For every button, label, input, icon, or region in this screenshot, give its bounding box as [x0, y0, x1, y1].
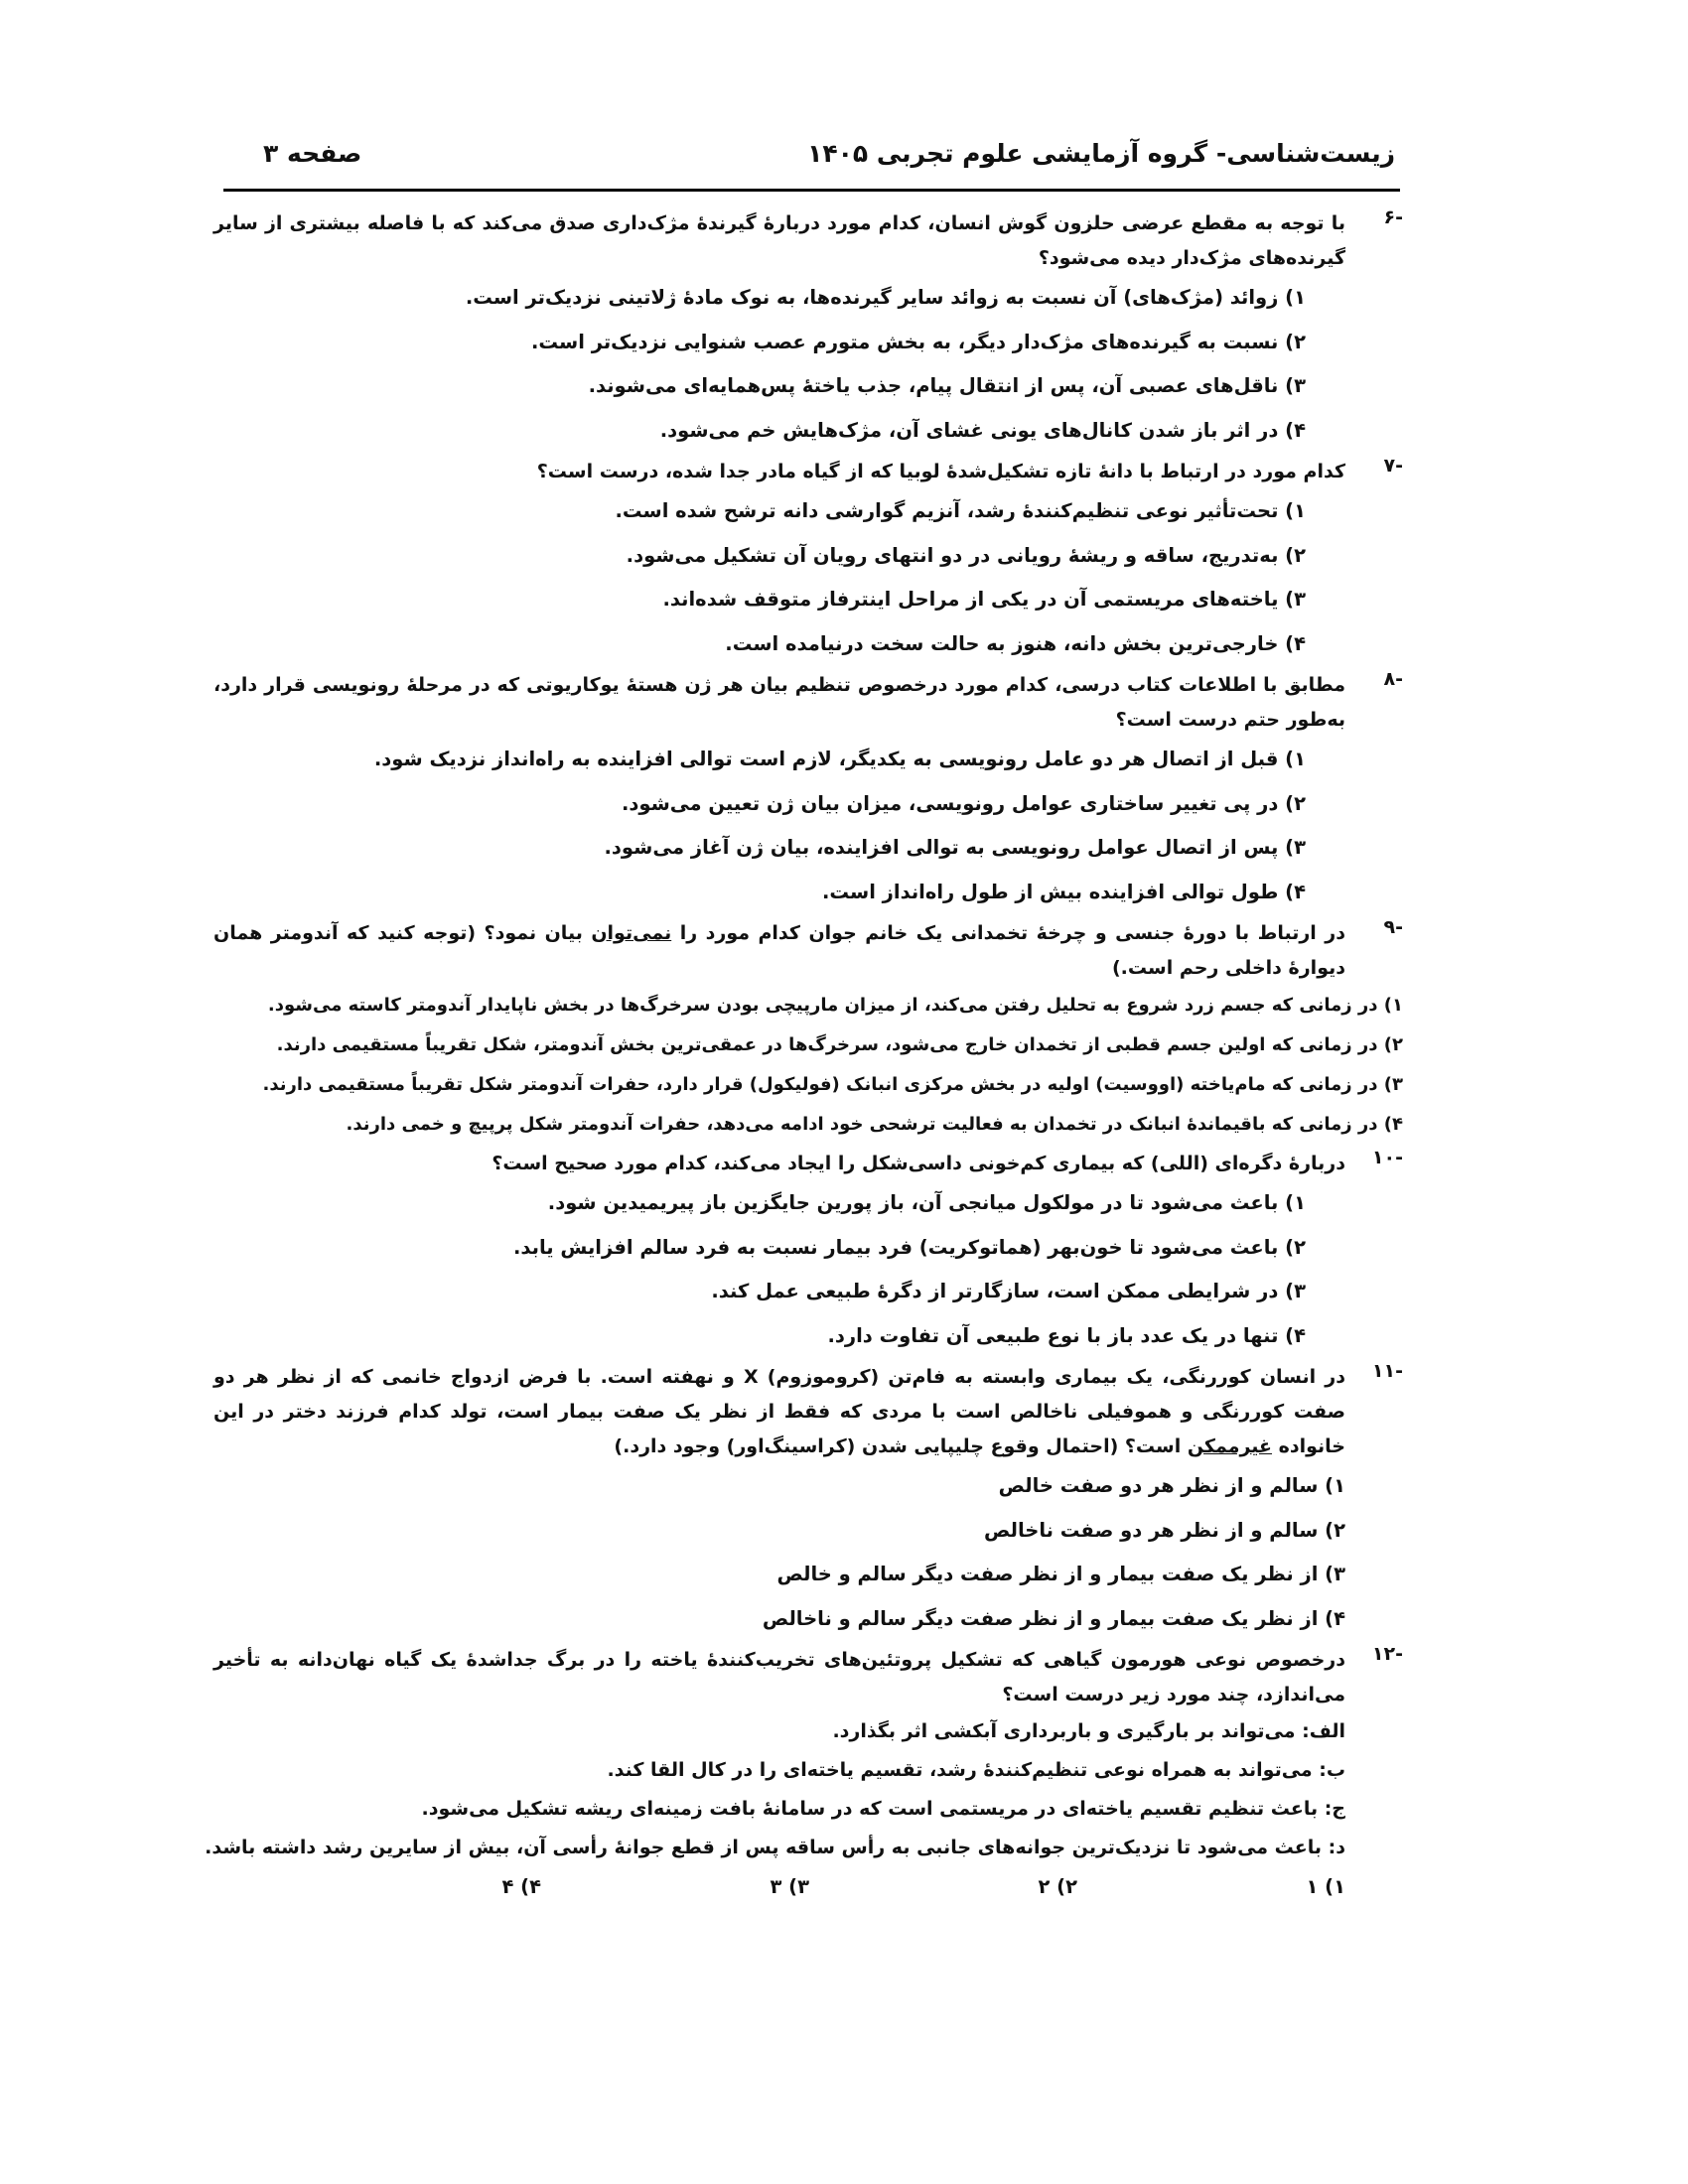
question-8 — [213, 668, 1403, 914]
page-header — [223, 139, 1395, 179]
option-1: ۱) باعث می‌شود تا در مولکول میانجی آن، باز پورین جایگزین باز پیریمیدین شود. — [547, 1191, 1306, 1214]
option-3: ۳) پس از اتصال عوامل رونویسی به توالی افزاینده، بیان ژن آغاز می‌شود. — [604, 836, 1306, 859]
options — [213, 1464, 1345, 1641]
question-number: -۱۲ — [1371, 1643, 1403, 1665]
options — [213, 738, 1345, 914]
option-2: ۲) سالم و از نظر هر دو صفت ناخالص — [984, 1518, 1345, 1542]
question-12 — [205, 1643, 1403, 1907]
question-number: -۸ — [1383, 668, 1403, 690]
question-number: -۱۰ — [1371, 1147, 1403, 1168]
answer-choices — [213, 1867, 1345, 1907]
header-divider — [223, 189, 1400, 192]
question-number: -۹ — [1383, 916, 1403, 938]
question-text: با توجه به مقطع عرضی حلزون گوش انسان، کدام مورد دربارهٔ گیرندهٔ مژک‌داری صدق می‌کند که با فاصله بیشتری از سایر گیرنده‌های مژک‌دار دیده می‌شود؟ — [213, 212, 1345, 269]
statement-be: ب: می‌تواند به همراه نوعی تنظیم‌کنندهٔ رشد، تقسیم یاخته‌ای را در کال القا کند. — [607, 1759, 1345, 1781]
option-4: ۴) تنها در یک عدد باز با نوع طبیعی آن تفاوت دارد. — [827, 1323, 1306, 1347]
choice-3: ۳) ۳ — [770, 1875, 809, 1898]
question-text: دربارهٔ دگره‌ای (اللی) که بیماری کم‌خونی داسی‌شکل را ایجاد می‌کند، کدام مورد صحیح است؟ — [492, 1153, 1345, 1174]
question-text: مطابق با اطلاعات کتاب درسی، کدام مورد درخصوص تنظیم بیان هر ژن هستهٔ یوکاریوتی که در مرحلهٔ رونویسی قرار دارد، به‌طور حتم درست است؟ — [213, 674, 1345, 731]
option-2: ۲) نسبت به گیرنده‌های مژک‌دار دیگر، به بخش متورم عصب شنوایی نزدیک‌تر است. — [531, 330, 1306, 353]
option-4: ۴) طول توالی افزاینده بیش از طول راه‌انداز است. — [821, 880, 1306, 903]
question-text-part: در انسان کوررنگی، یک بیماری وابسته به فام‌تن (کروموزوم) X و نهفته است. با فرض ازدواج خانمی که از نظر هر دو صفت کوررنگی و هموفیلی ناخالص است با مردی که فقط از نظر یک صفت بیمار است، تولد کدام فرزند دختر در این خانواده — [213, 1366, 1345, 1457]
option-4: ۴) در زمانی که باقیماندهٔ انبانک در تخمدان به فعالیت ترشحی خود ادامه می‌دهد، حفرات آندومتر شکل پرپیچ و خمی دارند. — [346, 1114, 1403, 1135]
choice-1: ۱) ۱ — [1306, 1875, 1345, 1898]
option-1: ۱) قبل از اتصال هر دو عامل رونویسی به یکدیگر، لازم است توالی افزاینده به راه‌انداز نزدیک شود. — [373, 748, 1306, 770]
choice-2: ۲) ۲ — [1038, 1875, 1077, 1898]
option-2: ۲) در پی تغییر ساختاری عوامل رونویسی، میزان بیان ژن تعیین می‌شود. — [621, 791, 1306, 815]
question-9 — [213, 916, 1403, 1145]
header-page-number: صفحه ۳ — [263, 139, 362, 168]
underlined-word: غیرممکن — [1187, 1435, 1273, 1457]
option-4: ۴) از نظر یک صفت بیمار و از نظر صفت دیگر سالم و ناخالص — [762, 1606, 1345, 1630]
option-4: ۴) خارجی‌ترین بخش دانه، هنوز به حالت سخت درنیامده است. — [725, 631, 1306, 655]
question-10 — [213, 1147, 1403, 1358]
option-3: ۳) در زمانی که مام‌یاخته (اووسیت) اولیه در بخش مرکزی انبانک (فولیکول) قرار دارد، حفرات آندومتر شکل تقریباً مستقیمی دارند. — [262, 1074, 1403, 1095]
question-text-part: است؟ (احتمال وقوع چلیپایی شدن (کراسینگ‌اور) وجود دارد.) — [614, 1435, 1188, 1457]
question-11 — [213, 1360, 1403, 1641]
question-text — [213, 1360, 1345, 1464]
option-1: ۱) تحت‌تأثیر نوعی تنظیم‌کنندهٔ رشد، آنزیم گوارشی دانه ترشح شده است. — [615, 499, 1306, 522]
option-2: ۲) به‌تدریج، ساقه و ریشهٔ رویانی در دو انتهای رویان آن تشکیل می‌شود. — [626, 543, 1306, 567]
options — [213, 489, 1345, 666]
choice-4: ۴) ۴ — [501, 1875, 541, 1898]
option-3: ۳) یاخته‌های مریستمی آن در یکی از مراحل اینترفاز متوقف شده‌اند. — [662, 588, 1306, 611]
underlined-word: نمی‌توان — [591, 922, 672, 944]
option-1: ۱) در زمانی که جسم زرد شروع به تحلیل رفتن می‌کند، از میزان مارپیچی بودن سرخرگ‌ها در بخش ناپایدار آندومتر کاسته می‌شود. — [267, 995, 1403, 1016]
option-3: ۳) ناقل‌های عصبی آن، پس از انتقال پیام، جذب یاختهٔ پس‌همایه‌ای می‌شوند. — [588, 374, 1306, 397]
question-number: -۷ — [1383, 455, 1403, 477]
option-4: ۴) در اثر باز شدن کانال‌های یونی غشای آن، مژک‌هایش خم می‌شود. — [659, 418, 1306, 442]
question-text-part: در ارتباط با دورهٔ جنسی و چرخهٔ تخمدانی یک خانم جوان کدام مورد را — [671, 922, 1345, 944]
option-2: ۲) باعث می‌شود تا خون‌بهر (هماتوکریت) فرد بیمار نسبت به فرد سالم افزایش یابد. — [512, 1235, 1306, 1259]
statement-alef: الف: می‌تواند بر بارگیری و باربرداری آبکشی اثر بگذارد. — [832, 1720, 1345, 1742]
option-3: ۳) از نظر یک صفت بیمار و از نظر صفت دیگر سالم و خالص — [776, 1563, 1345, 1585]
option-2: ۲) در زمانی که اولین جسم قطبی از تخمدان خارج می‌شود، سرخرگ‌ها در عمقی‌ترین بخش آندومتر، شکل تقریباً مستقیمی دارند. — [276, 1034, 1403, 1055]
options — [213, 986, 1403, 1145]
option-1: ۱) زوائد (مژک‌های) آن نسبت به زوائد سایر گیرنده‌ها، به نوک مادهٔ ژلاتینی نزدیک‌تر است. — [465, 286, 1306, 309]
option-1: ۱) سالم و از نظر هر دو صفت خالص — [998, 1474, 1345, 1497]
statement-dal: د: باعث می‌شود تا نزدیک‌ترین جوانه‌های جانبی به رأس ساقه پس از قطع جوانهٔ رأسی آن، بیش از سایرین رشد داشته باشد. — [205, 1837, 1345, 1858]
options — [213, 1181, 1345, 1358]
question-number: -۱۱ — [1371, 1360, 1403, 1382]
statement-jim: ج: باعث تنظیم تقسیم یاخته‌ای در مریستمی است که در سامانهٔ بافت زمینه‌ای ریشه تشکیل می‌شود. — [421, 1798, 1345, 1820]
question-text-part: بیان نمود؟ (توجه کنید که آندومتر همان دیوارهٔ داخلی رحم است.) — [213, 922, 1345, 979]
statement-list — [205, 1712, 1345, 1867]
questions — [205, 206, 1403, 1909]
question-6 — [213, 206, 1403, 453]
question-7 — [213, 455, 1403, 666]
question-text: کدام مورد در ارتباط با دانهٔ تازه تشکیل‌شدهٔ لوبیا که از گیاه مادر جدا شده، درست است؟ — [536, 461, 1345, 482]
question-number: -۶ — [1383, 206, 1403, 228]
option-3: ۳) در شرایطی ممکن است، سازگارتر از دگرهٔ طبیعی عمل کند. — [711, 1280, 1306, 1302]
header-title: زیست‌شناسی- گروه آزمایشی علوم تجربی ۱۴۰۵ — [807, 139, 1395, 168]
options — [213, 276, 1345, 453]
question-text: درخصوص نوعی هورمون گیاهی که تشکیل پروتئین‌های تخریب‌کنندهٔ یاخته را در برگ جداشدهٔ یک گیاه نهان‌دانه به تأخیر می‌اندازد، چند مورد زیر درست است؟ — [213, 1649, 1345, 1706]
question-text — [213, 916, 1345, 986]
